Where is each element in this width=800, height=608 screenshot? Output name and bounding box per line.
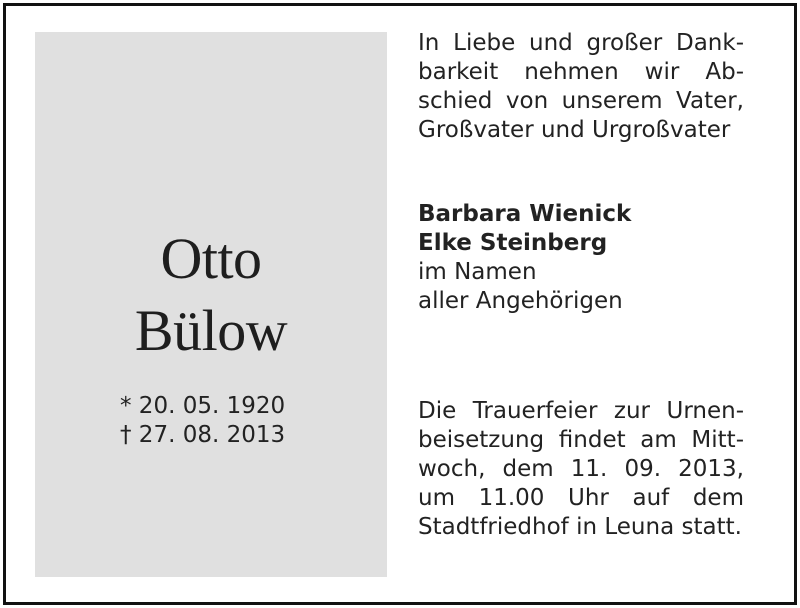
funeral-info — [418, 397, 744, 542]
signer-name: Elke Steinberg — [418, 230, 608, 256]
signer-note: im Namen — [418, 259, 537, 285]
intro-line: schied von unserem Vater, — [418, 88, 744, 114]
deceased-last-name: Bülow — [134, 298, 288, 363]
funeral-line: beisetzung findet am Mitt- — [418, 427, 744, 453]
funeral-line: woch, dem 11. 09. 2013, — [418, 456, 744, 482]
funeral-line: um 11.00 Uhr auf dem — [418, 485, 744, 511]
intro-line: barkeit nehmen wir Ab- — [418, 59, 744, 85]
signers — [418, 200, 744, 316]
signer-note: aller Angehörigen — [418, 288, 623, 314]
name-panel — [35, 32, 387, 577]
signer-name: Barbara Wienick — [418, 201, 632, 227]
funeral-line: Stadtfriedhof in Leuna statt. — [418, 514, 742, 540]
intro-text — [418, 29, 744, 145]
intro-line: In Liebe und großer Dank- — [418, 30, 744, 56]
life-dates — [120, 392, 360, 450]
deceased-first-name: Otto — [160, 226, 262, 291]
birth-date: * 20. 05. 1920 — [120, 393, 286, 419]
intro-line: Großvater und Urgroßvater — [418, 117, 731, 143]
obituary-notice — [3, 3, 797, 605]
death-date: † 27. 08. 2013 — [120, 422, 286, 448]
funeral-line: Die Trauerfeier zur Urnen- — [418, 398, 744, 424]
